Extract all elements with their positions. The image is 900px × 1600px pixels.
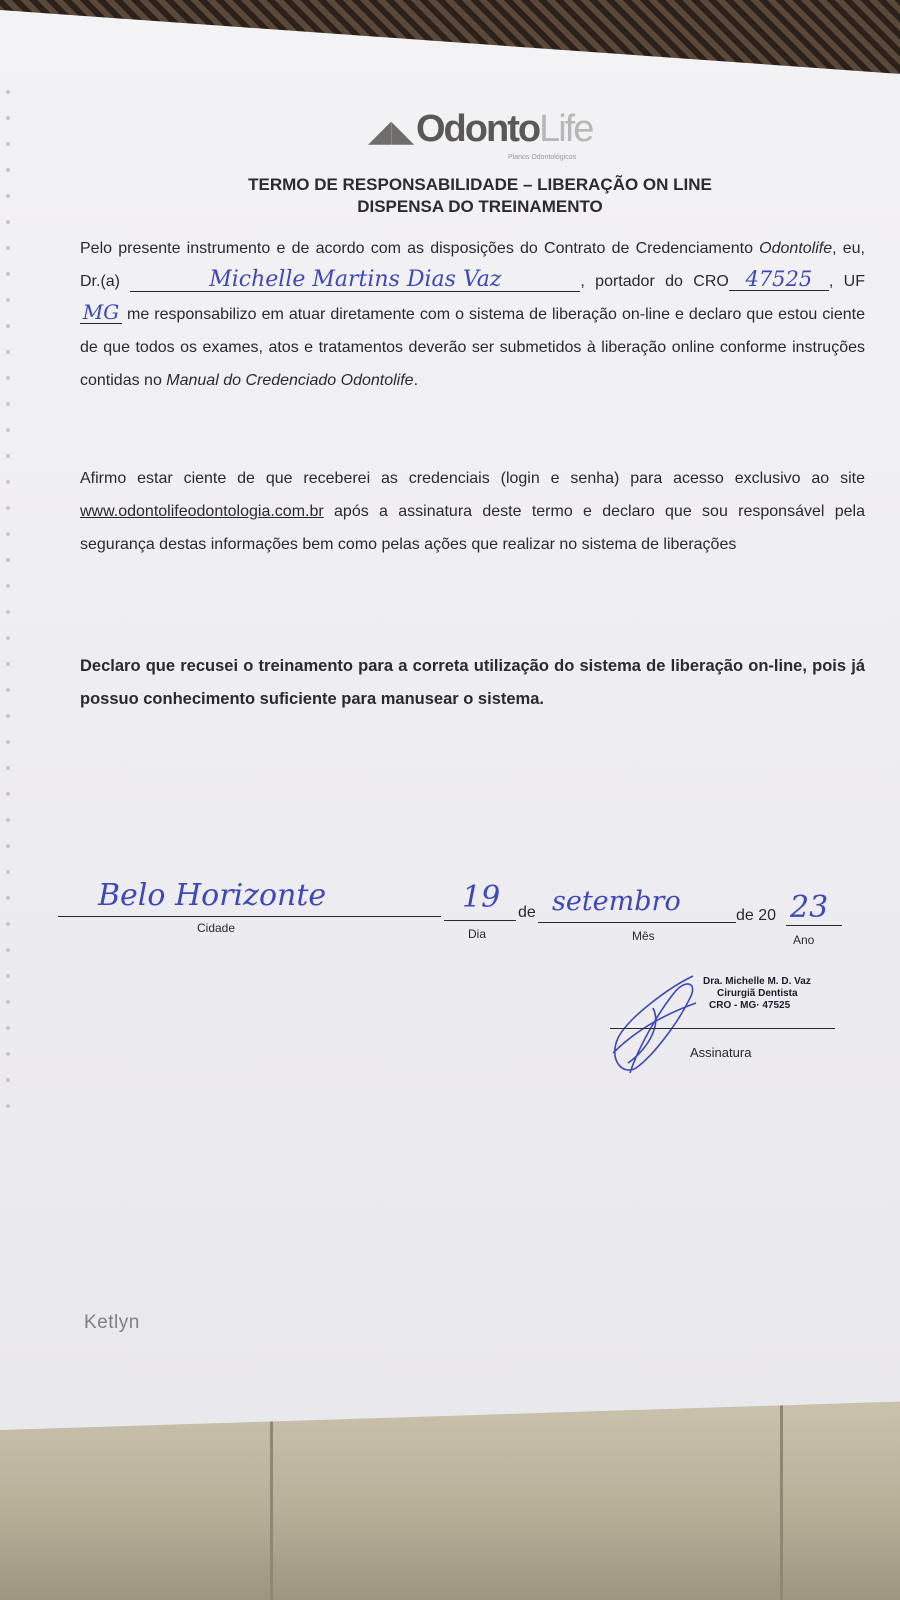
signature-line xyxy=(610,1028,835,1029)
background-floor xyxy=(0,1400,900,1600)
brand-name: Odontolife xyxy=(759,240,833,257)
day-label: Dia xyxy=(468,927,487,941)
year-prefix: de 20 xyxy=(736,907,777,924)
logo-tagline: Planos Odontológicos xyxy=(508,154,577,161)
floor-tile-seam xyxy=(780,1400,783,1600)
document-page xyxy=(0,10,900,1430)
tooth-logo-icon: ◢◣ xyxy=(368,115,415,148)
footer-name: Ketlyn xyxy=(84,1312,140,1333)
city-handwritten: Belo Horizonte xyxy=(98,878,327,913)
paragraph-responsibility: Pelo presente instrumento e de acordo com as disposições do Contrato de Credenciamento Odontolife, eu, Dr.(a) Michelle Martins Dias Vaz , portador do CRO 47525 , UF MG me responsabilizo em atuar diretamente com o sistema de liberação on-line e declaro que estou ciente de que todos os exames, atos e tratamentos deverão ser submetidos à liberação online conforme instruções contidas no Manual do Credenciado Odontolife. xyxy=(80,240,865,389)
professional-stamp: Dra. Michelle M. D. Vaz Cirurgiã Dentista CRO - MG· 47525 xyxy=(703,976,811,1011)
dentist-name-field: Michelle Martins Dias Vaz xyxy=(130,269,580,292)
document-title: TERMO DE RESPONSABILIDADE – LIBERAÇÃO ON LINE xyxy=(248,175,712,194)
signature-label: Assinatura xyxy=(690,1045,752,1060)
document-subtitle: DISPENSA DO TREINAMENTO xyxy=(357,197,603,216)
company-logo xyxy=(368,108,628,161)
website-link[interactable]: www.odontolifeodontologia.com.br xyxy=(80,503,324,520)
uf-field: MG xyxy=(80,301,122,324)
cro-number-field: 47525 xyxy=(729,268,829,291)
perforation-edge xyxy=(6,90,14,1130)
day-handwritten: 19 xyxy=(462,880,501,915)
city-underline xyxy=(58,916,441,917)
date-de: de xyxy=(518,904,536,921)
month-label: Mês xyxy=(632,929,655,943)
paragraph-training-refusal: Declaro que recusei o treinamento para a correta utilização do sistema de liberação on-line, pois já possuo conhecimento suficiente para manusear o sistema. xyxy=(80,657,865,708)
month-handwritten: setembro xyxy=(552,886,681,917)
handwritten-signature xyxy=(598,968,718,1083)
manual-reference: Manual do Credenciado Odontolife xyxy=(166,372,414,389)
floor-tile-seam xyxy=(270,1400,273,1600)
year-handwritten: 23 xyxy=(790,890,829,925)
logo-wordmark: OdontoLife xyxy=(416,108,593,150)
year-label: Ano xyxy=(793,933,815,947)
month-underline xyxy=(538,922,736,923)
day-underline xyxy=(444,920,516,921)
year-underline xyxy=(786,925,842,926)
paragraph-credentials: Afirmo estar ciente de que receberei as credenciais (login e senha) para acesso exclusivo ao site www.odontolifeodontologia.com.br após a assinatura deste termo e declaro que sou responsável pela segurança destas informações bem como pelas ações que realizar no sistema de liberações xyxy=(80,470,865,553)
city-label: Cidade xyxy=(197,921,236,935)
